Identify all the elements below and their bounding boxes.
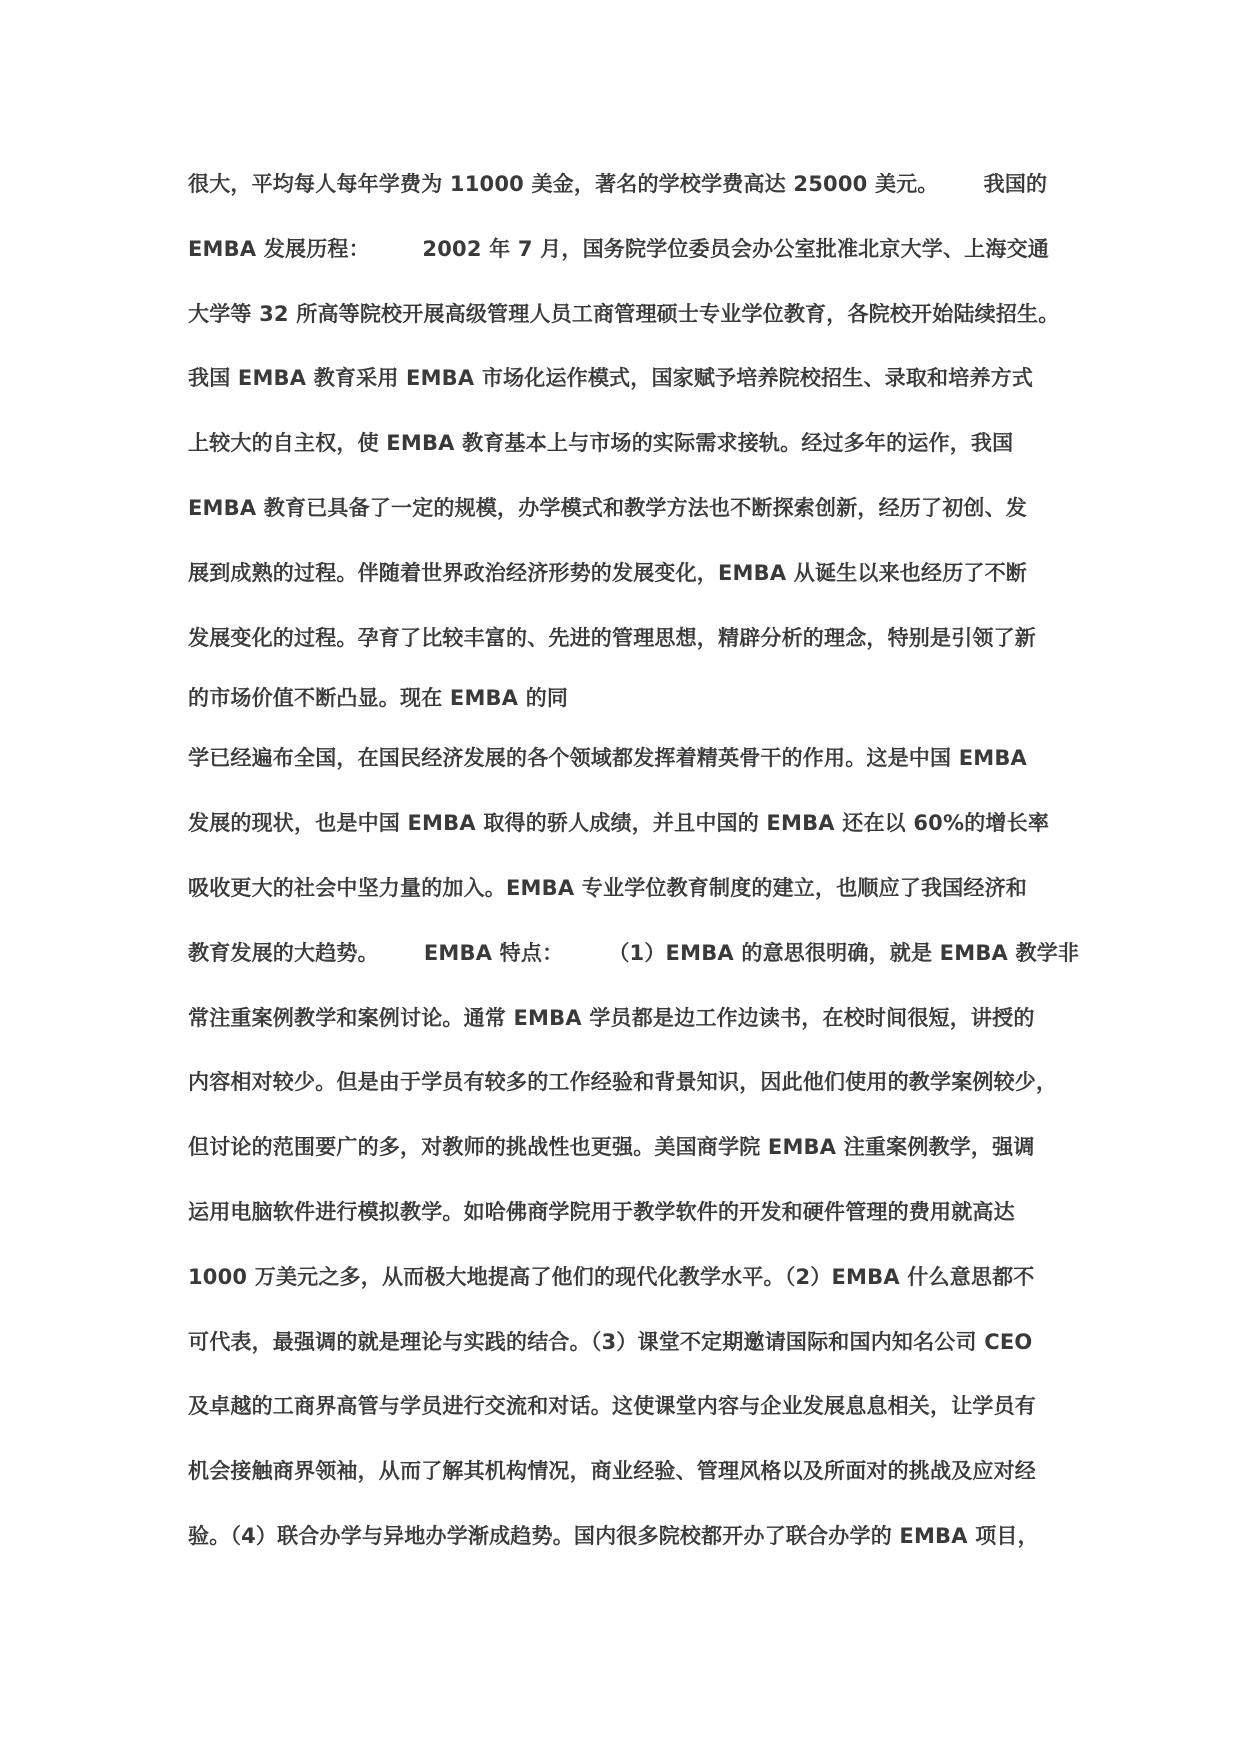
text-line: 的市场价值不断凸显。现在 EMBA 的同 — [188, 686, 569, 711]
text-line: 内容相对较少。但是由于学员有较多的工作经验和背景知识，因此他们使用的教学案例较少， — [188, 1070, 1058, 1095]
text-line: 可代表，最强调的就是理论与实践的结合。（3）课堂不定期邀请国际和国内知名公司 CEO — [188, 1329, 1033, 1354]
body-text — [188, 152, 1088, 1569]
text-line: 吸收更大的社会中坚力量的加入。EMBA 专业学位教育制度的建立，也顺应了我国经济和 — [188, 875, 1028, 900]
text-line: 学已经遍布全国，在国民经济发展的各个领域都发挥着精英骨干的作用。这是中国 EMBA — [188, 746, 1028, 771]
text-line: 我国 EMBA 教育采用 EMBA 市场化运作模式，国家赋予培养院校招生、录取和培养方式 — [188, 366, 1034, 391]
text-line: 验。（4）联合办学与异地办学渐成趋势。国内很多院校都开办了联合办学的 EMBA 项目， — [188, 1523, 1039, 1548]
text-line: 上较大的自主权，使 EMBA 教育基本上与市场的实际需求接轨。经过多年的运作，我国 — [188, 431, 1014, 456]
text-line: EMBA 发展历程： 2002 年 7 月，国务院学位委员会办公室批准北京大学、上海交通 — [188, 236, 1049, 261]
text-line: EMBA 教育已具备了一定的规模，办学模式和教学方法也不断探索创新，经历了初创、发 — [188, 495, 1028, 520]
text-line: 教育发展的大趋势。 EMBA 特点： （1）EMBA 的意思很明确，就是 EMBA 教学非 — [188, 940, 1080, 965]
text-line: 1000 万美元之多，从而极大地提高了他们的现代化教学水平。（2）EMBA 什么意思都不 — [188, 1264, 1035, 1289]
text-line: 常注重案例教学和案例讨论。通常 EMBA 学员都是边工作边读书，在校时间很短，讲授的 — [188, 1005, 1035, 1030]
text-line: 及卓越的工商界高管与学员进行交流和对话。这使课堂内容与企业发展息息相关，让学员有 — [188, 1394, 1036, 1419]
text-line: 运用电脑软件进行模拟教学。如哈佛商学院用于教学软件的开发和硬件管理的费用就高达 — [188, 1199, 1015, 1224]
text-line: 发展的现状，也是中国 EMBA 取得的骄人成绩，并且中国的 EMBA 还在以 60%的增长率 — [188, 811, 1050, 836]
text-line: 机会接触商界领袖，从而了解其机构情况，商业经验、管理风格以及所面对的挑战及应对经 — [188, 1459, 1036, 1484]
text-line: 很大，平均每人每年学费为 11000 美金，著名的学校学费高达 25000 美元。 我国的 — [188, 172, 1048, 196]
text-line: 发展变化的过程。孕育了比较丰富的、先进的管理思想，精辟分析的理念，特别是引领了新 — [188, 625, 1036, 650]
text-line: 展到成熟的过程。伴随着世界政治经济形势的发展变化，EMBA 从诞生以来也经历了不断 — [188, 560, 1028, 585]
text-line: 但讨论的范围要广的多，对教师的挑战性也更强。美国商学院 EMBA 注重案例教学，强调 — [188, 1135, 1035, 1160]
text-line: 大学等 32 所高等院校开展高级管理人员工商管理硕士专业学位教育，各院校开始陆续招生。 — [188, 301, 1060, 326]
